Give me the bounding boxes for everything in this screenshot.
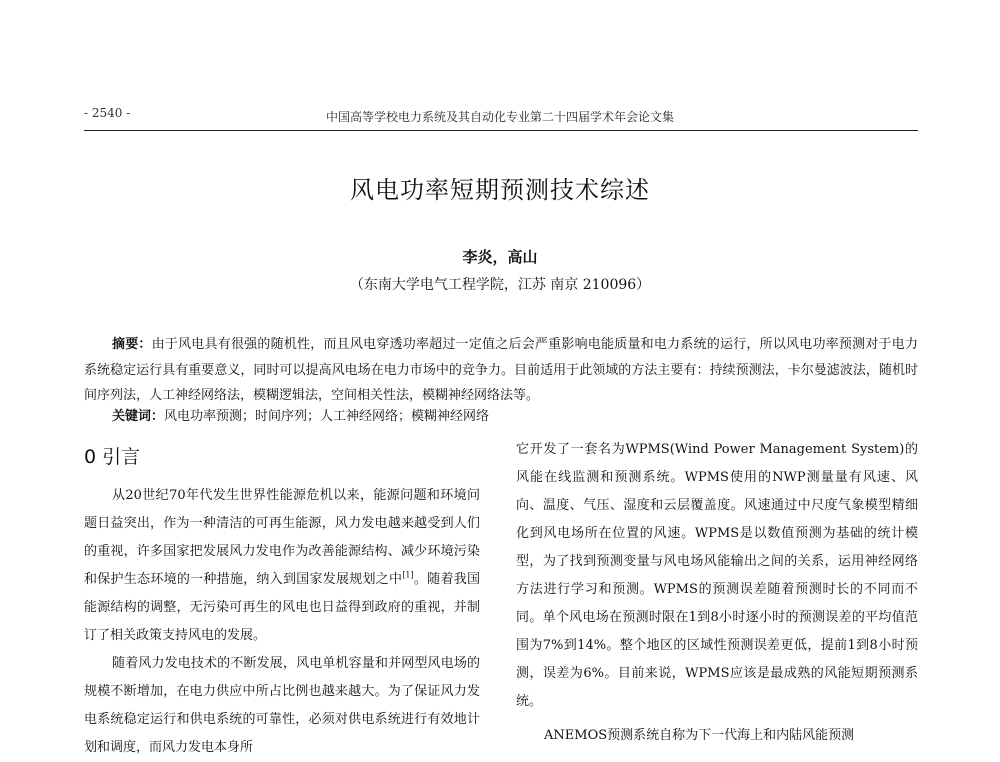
running-head: 中国高等学校电力系统及其自动化专业第二十四届学术年会论文集: [325, 110, 674, 124]
section-heading-introduction: 0 引言: [84, 446, 141, 468]
intro-p1-text-a: 从20世纪70年代发生世界性能源危机以来，能源问题和环境问题日益突出，作为一种清洁的可再生能源，风力发电越来越受到人们的重视，许多国家把发展风力发电作为改善能源结构、减少环境污染和保护生态环境的一种措施，纳入到国家发展规划之中: [84, 488, 480, 587]
keywords-text: 风电功率预测；时间序列；人工神经网络；模糊神经网络: [164, 409, 490, 424]
abstract: [84, 332, 918, 409]
right-column: [516, 436, 918, 750]
citation-ref-1[interactable]: [1]: [402, 570, 414, 580]
abstract-text: 由于风电具有很强的随机性，而且风电穿透功率超过一定值之后会严重影响电能质量和电力系统的运行，所以风电功率预测对于电力系统稳定运行具有重要意义，同时可以提高风电场在电力市场中的竞争力。目前适用于此领域的方法主要有：持续预测法，卡尔曼滤波法，随机时间序列法，人工神经网络法，模糊逻辑法，空间相关性法，模糊神经网络法等。: [84, 337, 918, 403]
keywords: [84, 405, 918, 429]
intro-p1-text-b: 。随着我国能源结构的调整，无污染可再生的风电也日益得到政府的重视，并制订了相关政策支持风电的发展。: [84, 572, 480, 643]
authors: 李炎，高山: [462, 248, 538, 266]
header-rule: [84, 130, 918, 131]
intro-paragraph-1: [84, 482, 480, 650]
intro-paragraph-2: 随着风力发电技术的不断发展，风电单机容量和并网型风电场的规模不断增加，在电力供应中所占比例也越来越大。为了保证风力发电系统稳定运行和供电系统的可靠性，必须对供电系统进行有效地计划和调度，而风力发电本身所: [84, 656, 480, 755]
page-number: - 2540 -: [84, 106, 131, 120]
paper-title: 风电功率短期预测技术综述: [350, 176, 650, 204]
affiliation: （东南大学电气工程学院，江苏 南京 210096）: [349, 277, 651, 293]
abstract-label: 摘要：: [112, 337, 152, 352]
keywords-label: 关键词：: [112, 409, 165, 424]
left-column: [84, 482, 480, 762]
wpms-paragraph: 它开发了一套名为WPMS(Wind Power Management System)的风能在线监测和预测系统。WPMS使用的NWP测量量有风速、风向、温度、气压、湿度和云层覆盖度。风速通过中尺度气象模型精细化到风电场所在位置的风速。WPMS是以数值预测为基础的统计模型，为了找到预测变量与风电场风能输出之间的关系，运用神经网络方法进行学习和预测。WPMS的预测误差随着预测时长的不同而不同。单个风电场在预测时限在1到8小时逐小时的预测误差的平均值范围为7%到14%。整个地区的区域性预测误差更低，提前1到8小时预测，误差为6%。目前来说，WPMS应该是最成熟的风能短期预测系统。: [516, 442, 918, 709]
anemos-paragraph: ANEMOS预测系统自称为下一代海上和内陆风能预测: [544, 728, 855, 743]
